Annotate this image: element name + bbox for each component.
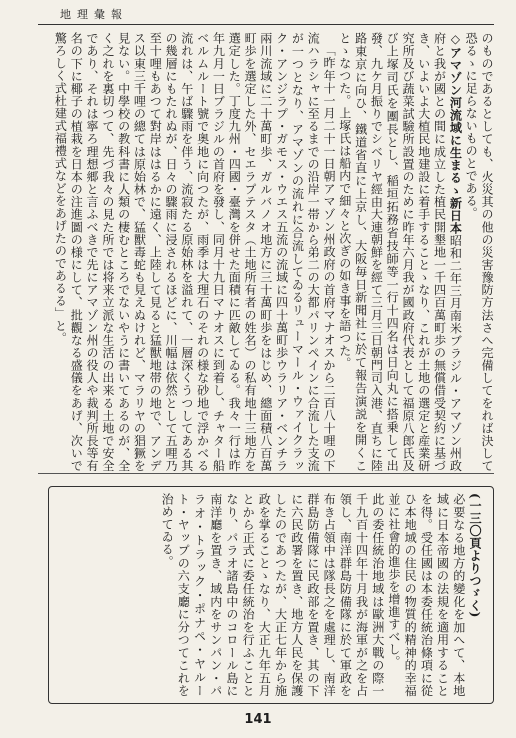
- page-header-title: 地理彙報: [60, 8, 128, 21]
- box-paragraph: 必要なる地方的變化を加へて、本地域に日本帝國の法規を適用することを得。受任國は本委任統治條項に從ひ本地域の住民の物質的精神的幸福並に社會的進歩を增進すべし。: [386, 493, 466, 697]
- continued-box: [48, 486, 494, 704]
- main-article: [38, 32, 494, 472]
- section-divider: [38, 473, 494, 474]
- section-body: 昭和二年三月南米ブラジル・アマゾン州政府と我が國との間に成立した植民開墾地一千四百萬町歩の無償借受契約に基づき、いよいよ大植民地建設に着手することゝなり、これが土地の選定と産業研究所及び蔬菜試驗所設置のために昨年六月我が國政府代表として福原八郎氏及び上塚司氏を團長とし、稲垣拓務省技師等一行十四名は日向丸に搭乗して出發、九ケ月振りでシベリヤ經由大連朝鮮を經て三月三日朝門司入港、直ちに陸路東京に向ひ、鐵道省直に上京し、大阪毎日新聞社に於て報告演説を開くことゝなつた。上塚氏は船内で細々と次ぎの如き事を語つた。: [337, 32, 463, 472]
- article-paragraph: のものであるとしても、火災其の他の災害豫防方法さへ完備してをれば決して恐るゝに足らないものとである。: [464, 32, 494, 472]
- section-heading: ◇アマゾン河流域に生まるゝ新日本: [448, 32, 463, 235]
- article-paragraph: [336, 32, 462, 472]
- header-rule: [38, 24, 494, 25]
- continued-label: (一三〇頁よりつゞく): [468, 493, 482, 618]
- page-number: 141: [244, 712, 272, 727]
- box-paragraph: 此の委任統治地域は歐洲大戰の際一千九百十四年十月我が海軍が之を占領し、南洋群島防備隊に於て軍政を布き占領中は隊長之を處理し、南洋群島防備隊に民政部を置き、其の下に六民政署を置き、地方人民を保護したのであつたが、大正七年から施政を掌ることゝなり、大正九年五月とから正式に委任統治を行ふこととなり、パラオ諸島中のコロール島に南洋廳を置き、域内をサンパン・パラオ・トラック・ポナペ・ヤルート・ヤップの六支廳に分つてこれを治めてゐる。: [160, 493, 385, 697]
- article-paragraph: 「昨年十一月二十一日朝アマゾン州政府の首府マナオスから二百八十哩の下流ハラシャに至るまでの沿岸一帯から弟二の大都パリンペインに合流した支流が一つとなり、アマゾンの流れに合流してゐるリューマール・ウァイクラック・アンジラプ・ガモス・ウエス五流の流域に四十萬町歩ウラリア・ベンチラ兩川流域に二十萬町歩、ガルバノオ地方に三十萬町歩をはじめ、總面積八百萬町歩を選定した外、セエラプテスタ（土地所有者の姓名）の私有地十三地方を選定した。丁度九州・四國・臺灣を併せた面積に匹敵してゐる。我々一行は昨年九月一日ブラジルの首府を發し、同月十九日マナオスに到着し、チャター船ベルムルート號で奥地に向つたが、雨季は大理石のそれの様な砂地で浮かべる流れは、午ば驟雨を伴う、流寂たる原始林を溢れて、一層深くうつしてある其の幾層にもたれぬが、日々の驟雨に浸されるほどに、川幅は依然として五哩乃至十哩もあつて對岸ははるかに遠く、上陸して見ると猛獸地帯の地で、アンデス以東三千哩の總ては原始林で、猛獸毒蛇も見えぬけれど、マラリヤの猖獗を見ない。中學校の教科書に人類の棲むところでないやうに書いてあるのが、全く之れを裏切つて、先づ我々の見た所では将来立派な生活の出来る土地で安全であり、それは寧ろ理想郷と言ふべきで先にアマゾン州の役人や裁判所長等有名の下に椰子の植栽を日本の注進圖の様にして、批觀なる盛儀をあげ、次いで驚ろしく式杜建式福禮式などをあげたのであるる」と。: [53, 32, 337, 472]
- continued-text: [59, 493, 483, 697]
